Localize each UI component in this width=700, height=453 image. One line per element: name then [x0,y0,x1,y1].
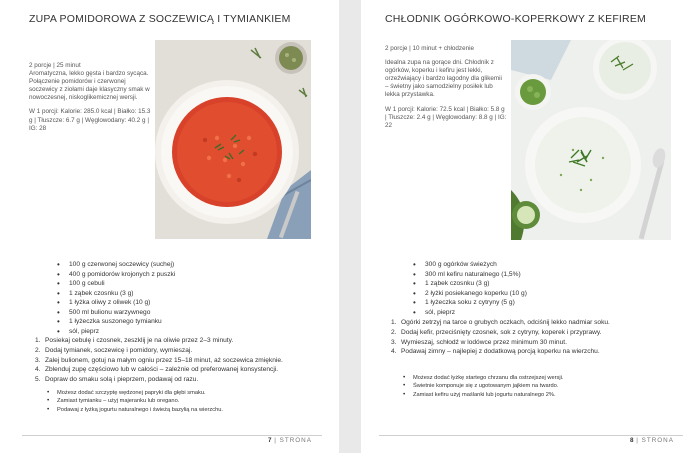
ingredient-item: • 1 łyżka oliwy z oliwek (10 g) [57,298,307,308]
footer-divider [379,435,683,436]
step-item: 4. Podawaj zimny – najlepiej z dodatkową porcją koperku na wierzchu. [391,348,600,356]
steps-list [35,336,335,385]
recipe-description: Aromatyczna, lekko gęsta i bardzo sycąca. Połączenie pomidorów i czerwonej soczewicy z ziołami daje klasyczny smak w nowoczesnej, niskoglikemicznej wersji. [29,70,150,102]
tips-list [399,374,689,399]
step-item: 2. Dodaj tymianek, soczewicę i pomidory, wymieszaj. [35,346,193,354]
ingredients-list [57,260,307,336]
tip-item: • Możesz dodać łyżkę startego chrzanu dla ostrzejszej wersji. [399,374,689,382]
ingredient-item: • sól, pieprz [57,327,307,337]
ingredient-item: • 1 ząbek czosnku (3 g) [413,279,663,289]
ingredient-item: • 2 łyżki posiekanego koperku (10 g) [413,289,663,299]
ingredient-item: • 100 g cebuli [57,279,307,289]
ingredient-item: • 500 ml bulionu warzywnego [57,308,307,318]
step-item: 3. Zalej bulionem, gotuj na małym ogniu przez 15–18 minut, aż soczewica zmięknie. [35,356,283,364]
soup-illustration [155,40,311,239]
recipe-meta [29,62,151,133]
ingredient-item: • 400 g pomidorów krojonych z puszki [57,270,307,280]
tip-item: • Zamiast tymianku – użyj majeranku lub oregano. [43,397,333,405]
steps-list [391,318,696,357]
step-item: 1. Posiekaj cebulę i czosnek, zeszklij je na oliwie przez 2–3 minuty. [35,337,234,344]
ingredient-item: • 1 łyżeczka soku z cytryny (5 g) [413,298,663,308]
tip-item: • Zamiast kefiru użyj maślanki lub jogurtu naturalnego 2%. [399,391,689,399]
ingredients-list [413,260,663,317]
recipe-description: Idealna zupa na gorące dni. Chłodnik z ogórków, koperku i kefiru jest lekki, orzeźwiający i bardzo łagodny dla glikemii – świetny jako samodzielny posiłek lub lekka przystawka. [385,59,502,99]
step-item: 4. Zblenduj zupę częściowo lub w całości – zależnie od preferowanej konsystencji. [35,366,279,374]
footer-divider [22,435,322,436]
ingredient-item: • 100 g czerwonej soczewicy (suchej) [57,260,307,270]
ingredient-item: • 300 g ogórków świeżych [413,260,663,270]
step-item: 1. Ogórki zetrzyj na tarce o grubych oczkach, odciśnij lekko nadmiar soku. [391,319,610,326]
tomato-lentil-soup-photo [155,40,311,239]
recipe-title: CHŁODNIK OGÓRKOWO-KOPERKOWY Z KEFIREM [385,13,646,25]
servings-time: 2 porcje | 25 minut [29,62,81,69]
page-footer: 8 | STRONA [630,437,674,444]
ingredient-item: • 300 ml kefiru naturalnego (1,5%) [413,270,663,280]
tip-item: • Podawaj z łyżką jogurtu naturalnego i świeżą bazylią na wierzchu. [43,406,333,414]
ingredient-item: • sól, pieprz [413,308,663,318]
recipe-title: ZUPA POMIDOROWA Z SOCZEWICĄ I TYMIANKIEM [29,13,291,25]
soup-illustration [511,40,671,240]
cucumber-dill-kefir-soup-photo [511,40,671,240]
tip-item: • Świetnie komponuje się z ugotowanym jajkiem na twardo. [399,382,689,390]
ingredient-item: • 1 łyżeczka suszonego tymianku [57,317,307,327]
nutrition-info: W 1 porcji: Kalorie: 285.0 kcal | Białko: 15.3 g | Tłuszcze: 6.7 g | Węglowodany: 40.2 g | IG: 28 [29,108,151,132]
step-item: 5. Dopraw do smaku solą i pieprzem, podawaj od razu. [35,376,199,384]
page-footer: 7 | STRONA [268,437,312,444]
ingredient-item: • 1 ząbek czosnku (3 g) [57,289,307,299]
page-left [0,0,339,453]
page-right [361,0,700,453]
tip-item: • Możesz dodać szczyptę wędzonej papryki dla głębi smaku. [43,389,333,397]
page-number: 8 [630,437,634,444]
servings-time: 2 porcje | 10 minut + chłodzenie [385,45,474,52]
recipe-meta [385,45,507,130]
footer-label: STRONA [641,437,674,444]
nutrition-info: W 1 porcji: Kalorie: 72.5 kcal | Białko: 5.8 g | Tłuszcze: 2.4 g | Węglowodany: 8.8 g | IG: 22 [385,105,507,129]
step-item: 3. Wymieszaj, schłodź w lodówce przez minimum 30 minut. [391,338,567,346]
page-number: 7 [268,437,272,444]
step-item: 2. Dodaj kefir, przeciśnięty czosnek, sok z cytryny, koperek i przyprawy. [391,328,602,336]
footer-label: STRONA [279,437,312,444]
tips-list [43,389,333,414]
